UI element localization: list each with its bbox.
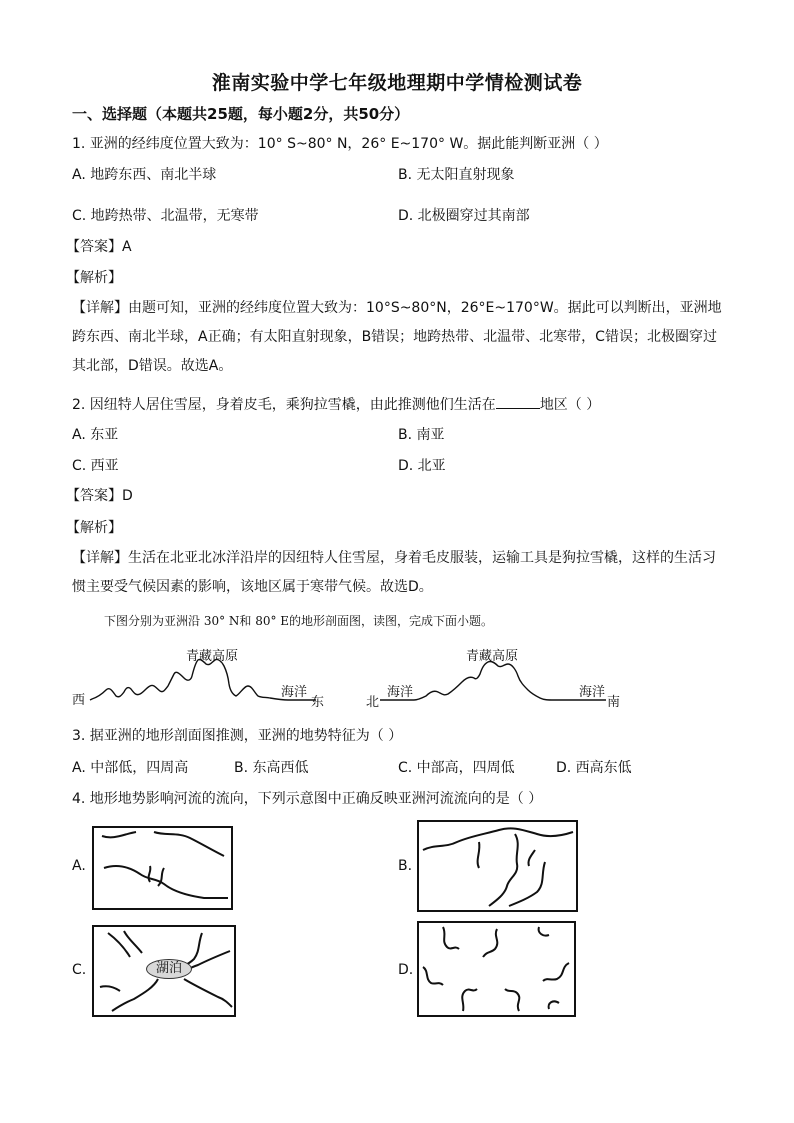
q1-stem: 1. 亚洲的经纬度位置大致为：10° S~80° N，26° E~170° W。据此能判断亚洲（ ） (72, 136, 608, 152)
q1-analysis-label: 【解析】 (66, 270, 122, 286)
profile2-south-label: 南 (607, 695, 621, 710)
profile1-east-label: 东 (311, 695, 325, 710)
q1-option-c: C. 地跨热带、北温带，无寒带 (72, 208, 259, 224)
profile1-peak-label: 青藏高原 (186, 649, 239, 664)
q2-stem-before: 2. 因纽特人居住雪屋，身着皮毛，乘狗拉雪橇，由此推测他们生活在 (72, 397, 496, 413)
q3-option-b: B. 东高西低 (234, 760, 309, 776)
river-diagram-b (419, 822, 576, 910)
q2-option-b: B. 南亚 (398, 427, 445, 443)
q3-option-d: D. 西高东低 (556, 760, 632, 776)
q2-stem (72, 394, 600, 415)
q2-detail: 【详解】生活在北亚北冰洋沿岸的因纽特人住雪屋，身着毛皮服装，运输工具是狗拉雪橇，这样的生活习惯主要受气候因素的影响，该地区属于寒带气候。故选D。 (72, 550, 716, 595)
river-diagram-d (419, 923, 574, 1015)
profile1-sea-label: 海洋 (281, 685, 308, 700)
lake-label: 湖泊 (146, 959, 192, 979)
q2-option-c: C. 西亚 (72, 458, 119, 474)
q1-option-b: B. 无太阳直射现象 (398, 167, 515, 183)
q3-stem: 3. 据亚洲的地形剖面图推测，亚洲的地势特征为（ ） (72, 728, 403, 744)
profile1-west-label: 西 (72, 693, 86, 708)
q4-option-d-label: D. (398, 962, 414, 978)
profile2-sea-right-label: 海洋 (579, 685, 606, 700)
profile2-terrain (378, 656, 608, 706)
q1-answer: 【答案】A (66, 239, 132, 255)
section-heading: 一、选择题（本题共25题，每小题2分，共50分） (72, 105, 410, 123)
q2-option-a: A. 东亚 (72, 427, 119, 443)
profile2-sea-left-label: 海洋 (387, 685, 414, 700)
q4-option-a-label: A. (72, 858, 86, 874)
profile2-north-label: 北 (366, 695, 380, 710)
profile1-terrain (88, 656, 318, 706)
q3-option-c: C. 中部高，四周低 (398, 760, 515, 776)
river-diagram-a (94, 828, 231, 908)
q4-option-b-label: B. (398, 858, 413, 874)
page-title: 淮南实验中学七年级地理期中学情检测试卷 (211, 72, 583, 94)
q4-option-a-map (92, 826, 233, 910)
figure-intro: 下图分别为亚洲沿 30° N和 80° E的地形剖面图，读图，完成下面小题。 (104, 614, 494, 628)
q4-stem: 4. 地形地势影响河流的流向，下列示意图中正确反映亚洲河流流向的是（ ） (72, 791, 543, 807)
q4-option-c-map (92, 925, 236, 1017)
q2-stem-after: 地区（ ） (539, 397, 601, 413)
q2-analysis-label: 【解析】 (66, 520, 122, 536)
q2-option-d: D. 北亚 (398, 458, 446, 474)
q1-option-d: D. 北极圈穿过其南部 (398, 208, 530, 224)
q4-option-d-map (417, 921, 576, 1017)
q3-option-a: A. 中部低，四周高 (72, 760, 189, 776)
q1-option-a: A. 地跨东西、南北半球 (72, 167, 217, 183)
q4-option-b-map (417, 820, 578, 912)
q2-answer: 【答案】D (66, 488, 133, 504)
q1-detail: 【详解】由题可知，亚洲的经纬度位置大致为：10°S~80°N，26°E~170°W。据此可以判断出，亚洲地跨东西、南北半球，A正确；有太阳直射现象，B错误；地跨热带、北温带、北寒带，C错误；北极圈穿过其北部，D错误。故选A。 (72, 300, 722, 374)
profile2-peak-label: 青藏高原 (466, 649, 519, 664)
answer-blank (496, 394, 540, 409)
q4-option-c-label: C. (72, 962, 87, 978)
